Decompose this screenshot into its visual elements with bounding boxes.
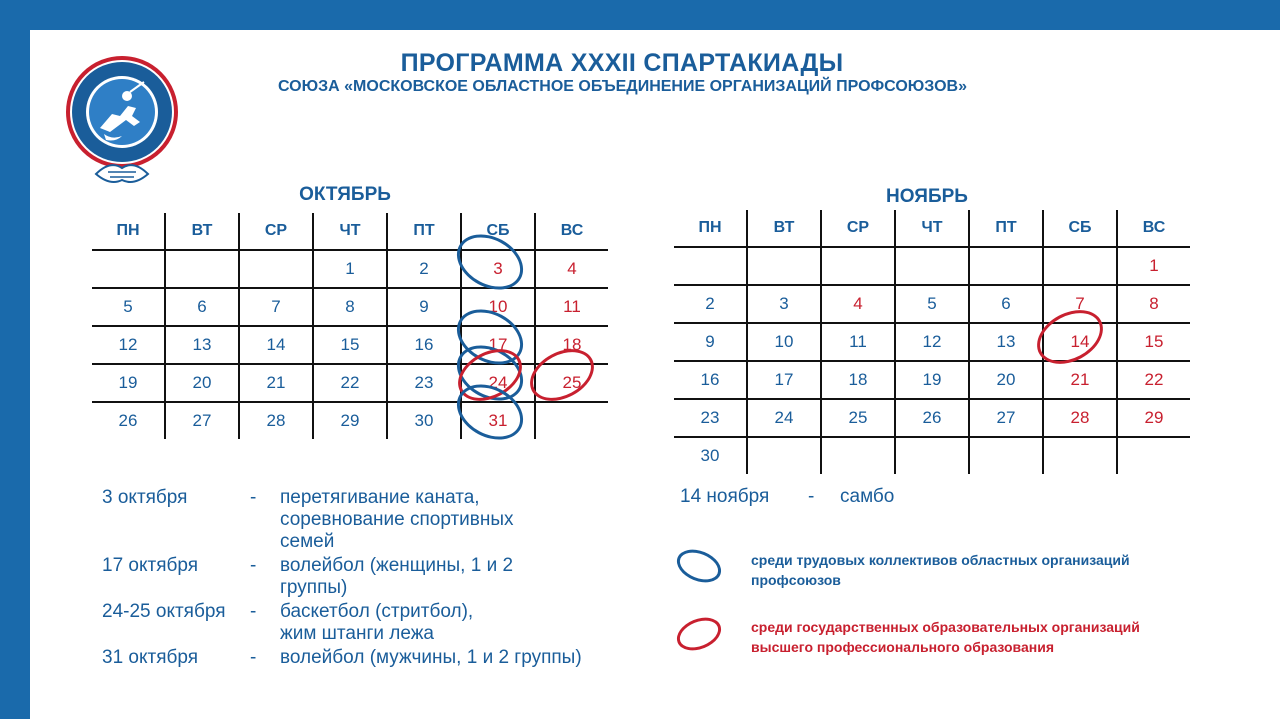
calendar-day: 2 [387,250,461,288]
legend-blue-text: среди трудовых коллективов областных организаций профсоюзов [751,552,1130,588]
calendar-day: 12 [895,323,969,361]
calendar-day [1043,247,1117,285]
event-sport: волейбол (мужчины, 1 и 2 группы) [280,647,582,668]
weekday-header: ВС [1117,210,1190,247]
calendar-day: 28 [1043,399,1117,437]
calendar-day: 23 [674,399,747,437]
page-title: ПРОГРАММА XXXII СПАРТАКИАДЫ [400,49,844,77]
weekday-header: СБ [461,213,535,250]
calendar-day [535,402,608,439]
calendar-day: 17 [461,326,535,364]
calendar-day: 17 [747,361,821,399]
calendar-day: 25 [821,399,895,437]
calendar-week-row [674,323,1190,361]
event-date: 24-25 октября [102,601,226,622]
calendar-day [895,437,969,474]
event-sport: перетягивание каната, соревнование спортивных семей [280,487,514,552]
calendar-day: 13 [165,326,239,364]
event-row [102,601,642,645]
calendar-day: 11 [821,323,895,361]
calendar-day: 13 [969,323,1043,361]
calendar-day: 26 [895,399,969,437]
weekday-header: ЧТ [313,213,387,250]
calendar-day: 14 [239,326,313,364]
calendar-day: 24 [747,399,821,437]
calendar-day [92,250,165,288]
legend-red-text: среди государственных образовательных организаций высшего профессионального образования [751,619,1140,655]
calendar-day: 6 [165,288,239,326]
calendar-day [747,437,821,474]
november-title: НОЯБРЬ [886,186,968,207]
calendar-day: 19 [92,364,165,402]
calendar-day [239,250,313,288]
weekday-header: СБ [1043,210,1117,247]
calendar-day: 29 [1117,399,1190,437]
calendar-week-row [92,250,608,288]
union-emblem-logo [60,56,184,192]
calendar-day: 21 [239,364,313,402]
weekday-header: СР [821,210,895,247]
calendar-day: 10 [747,323,821,361]
weekday-header: ВТ [747,210,821,247]
calendar-week-row [92,402,608,439]
event-row [102,487,642,553]
weekday-header: ПТ [387,213,461,250]
calendar-day: 9 [387,288,461,326]
event-dash: - [250,601,257,622]
calendar-day: 21 [1043,361,1117,399]
calendar-day: 16 [387,326,461,364]
event-sport: волейбол (женщины, 1 и 2 группы) [280,555,514,598]
event-dash: - [250,487,257,508]
event-row [102,555,642,599]
calendar-day [674,247,747,285]
calendar-day [1117,437,1190,474]
calendar-day: 25 [535,364,608,402]
calendar-day: 26 [92,402,165,439]
calendar-day: 20 [969,361,1043,399]
calendar-day: 4 [535,250,608,288]
calendar-week-row [674,399,1190,437]
calendar-day: 7 [239,288,313,326]
october-events [102,487,642,669]
event-sport: самбо [840,486,895,507]
event-date: 3 октября [102,487,188,508]
calendar-day [821,247,895,285]
calendar-day: 3 [461,250,535,288]
calendar-day: 27 [969,399,1043,437]
calendar-day: 12 [92,326,165,364]
calendar-day: 5 [92,288,165,326]
calendar-day [969,247,1043,285]
calendar-week-row [674,247,1190,285]
weekday-header: ПТ [969,210,1043,247]
calendar-day: 9 [674,323,747,361]
calendar-day: 5 [895,285,969,323]
event-date: 14 ноября [680,486,770,507]
event-date: 31 октября [102,647,199,668]
calendar-day: 23 [387,364,461,402]
calendar-day: 18 [821,361,895,399]
calendar-week-row [92,288,608,326]
calendar-day: 24 [461,364,535,402]
calendar-day: 11 [535,288,608,326]
calendar-day: 28 [239,402,313,439]
weekday-header: ЧТ [895,210,969,247]
calendar-day: 14 [1043,323,1117,361]
november-calendar [674,210,1190,474]
calendar-week-row [92,326,608,364]
calendar-day [821,437,895,474]
calendar-day: 20 [165,364,239,402]
weekday-header: ВТ [165,213,239,250]
event-dash: - [250,647,257,668]
calendar-day: 15 [313,326,387,364]
page-subtitle: СОЮЗА «МОСКОВСКОЕ ОБЛАСТНОЕ ОБЪЕДИНЕНИЕ ОРГАНИЗАЦИЙ ПРОФСОЮЗОВ» [278,78,967,95]
calendar-week-row [674,437,1190,474]
weekday-header: ПН [674,210,747,247]
calendar-day: 8 [1117,285,1190,323]
calendar-day: 15 [1117,323,1190,361]
calendar-day: 7 [1043,285,1117,323]
calendar-day: 27 [165,402,239,439]
calendar-day: 29 [313,402,387,439]
calendar-day: 1 [1117,247,1190,285]
event-dash: - [808,486,815,507]
calendar-day [895,247,969,285]
event-date: 17 октября [102,555,199,576]
october-calendar [92,213,608,439]
calendar-day: 18 [535,326,608,364]
event-sport: баскетбол (стритбол), жим штанги лежа [280,601,474,644]
calendar-day: 10 [461,288,535,326]
calendar-week-row [674,361,1190,399]
october-title: ОКТЯБРЬ [299,184,391,205]
calendar-day: 1 [313,250,387,288]
weekday-header: ПН [92,213,165,250]
calendar-day [165,250,239,288]
november-event [680,486,894,508]
calendar-day: 19 [895,361,969,399]
calendar-day: 3 [747,285,821,323]
calendar-day: 31 [461,402,535,439]
calendar-day: 30 [387,402,461,439]
calendar-day: 30 [674,437,747,474]
weekday-header: ВС [535,213,608,250]
calendar-day [1043,437,1117,474]
calendar-day: 16 [674,361,747,399]
event-dash: - [250,555,257,576]
calendar-day [969,437,1043,474]
calendar-day [747,247,821,285]
weekday-header: СР [239,213,313,250]
calendar-day: 2 [674,285,747,323]
calendar-day: 6 [969,285,1043,323]
calendar-day: 22 [313,364,387,402]
calendar-day: 22 [1117,361,1190,399]
calendar-week-row [674,285,1190,323]
event-row [102,647,642,669]
calendar-day: 4 [821,285,895,323]
calendar-day: 8 [313,288,387,326]
